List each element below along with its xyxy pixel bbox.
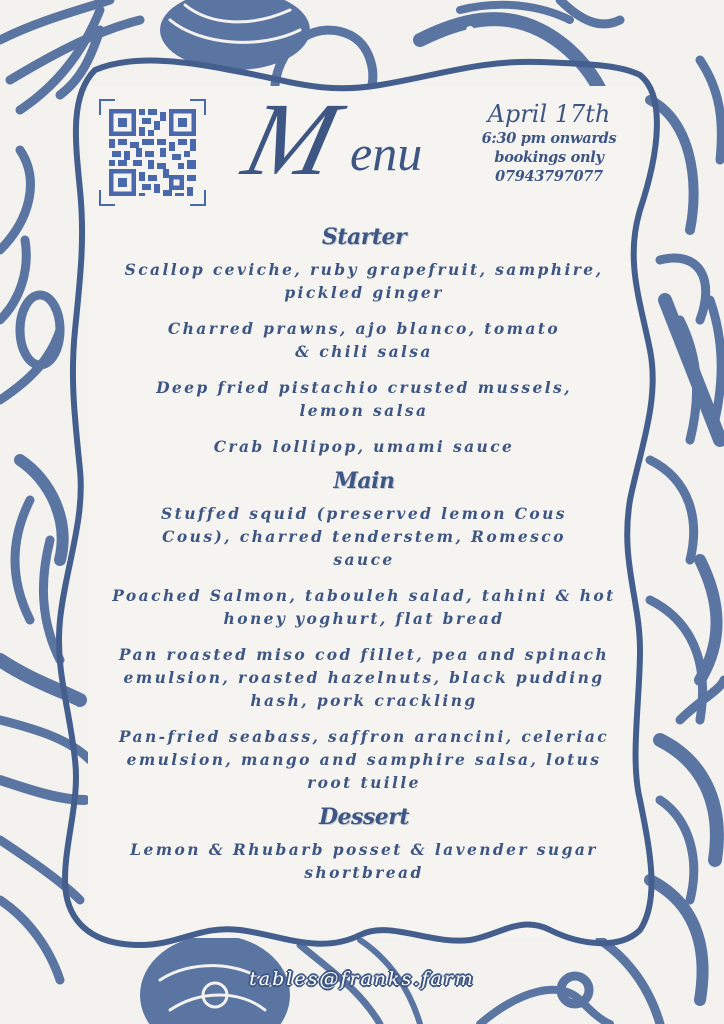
event-info	[474, 99, 624, 186]
menu-item: Pan-fried seabass, saffron arancini, celeriac emulsion, mango and samphire salsa, lotus root tuille	[118, 727, 610, 792]
event-date: April 17th	[487, 100, 611, 128]
menu-item: Scallop ceviche, ruby grapefruit, samphire, pickled ginger	[124, 260, 604, 302]
event-time: 6:30 pm onwards	[481, 130, 617, 147]
menu-title-rest: enu	[350, 125, 423, 181]
event-booking-note: bookings only	[494, 149, 604, 166]
qr-code[interactable]	[97, 97, 208, 208]
menu-item: Crab lollipop, umami sauce	[213, 437, 515, 456]
section-title-main: Main	[333, 468, 395, 494]
section-title-dessert: Dessert	[318, 804, 410, 830]
menu-title-initial: M	[233, 82, 350, 197]
menu-body	[88, 222, 640, 884]
menu-item: Deep fried pistachio crusted mussels, lemon salsa	[156, 378, 572, 420]
section-title-starter: Starter	[321, 224, 407, 250]
menu-title	[222, 82, 452, 198]
menu-item: Pan roasted miso cod fillet, pea and spinach emulsion, roasted hazelnuts, black pudding hash, pork crackling	[118, 645, 610, 710]
menu-item: Poached Salmon, tabouleh salad, tahini & hot honey yoghurt, flat bread	[112, 586, 616, 628]
menu-item: Lemon & Rhubarb posset & lavender sugar shortbread	[130, 840, 598, 882]
contact-email[interactable]: tables@franks.farm	[249, 968, 475, 990]
menu-item: Stuffed squid (preserved lemon Cous Cous), charred tenderstem, Romesco sauce	[161, 504, 567, 569]
event-phone[interactable]: 07943797077	[495, 168, 603, 185]
menu-item: Charred prawns, ajo blanco, tomato & chili salsa	[167, 319, 561, 361]
